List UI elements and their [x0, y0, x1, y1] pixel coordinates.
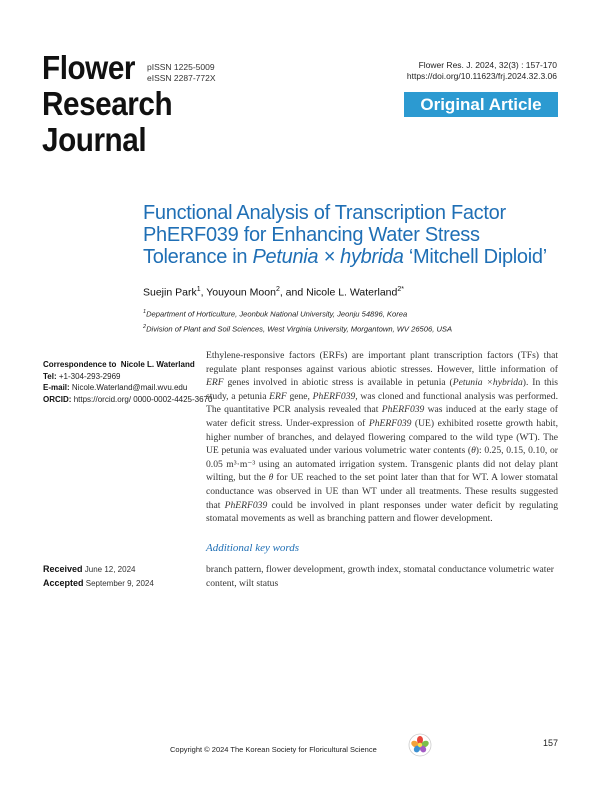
tel-line	[43, 371, 213, 383]
title-text: Tolerance in	[143, 246, 253, 268]
email-line	[43, 382, 213, 394]
doi-link[interactable]: https://doi.org/10.11623/frj.2024.32.3.06	[406, 71, 557, 81]
tel-value: +1-304-293-2969	[58, 371, 121, 381]
affiliation-text: Department of Horticulture, Jeonbuk National University, Jeonju 54896, Korea	[146, 309, 408, 319]
abstract-text: Ethylene-responsive factors (ERFs) are important plant transcription factors (TFs) that regulate plant responses against various abiotic stresses. However, little information of	[206, 350, 558, 375]
affiliations	[143, 306, 452, 335]
abstract	[206, 349, 558, 526]
correspondence-block	[43, 359, 213, 405]
abstract-text: gene,	[286, 390, 313, 402]
author-sep: , and	[279, 286, 307, 299]
affiliation-sup: 1	[143, 309, 147, 315]
email-label: E-mail:	[43, 383, 70, 392]
orcid-link[interactable]: https://orcid.org/ 0000-0002-4425-3670	[73, 394, 213, 404]
society-logo-icon	[408, 733, 432, 757]
gene-name: PhERF039	[224, 499, 268, 511]
accepted-label: Accepted	[43, 577, 84, 588]
species-name: Petunia ×hybrida	[452, 377, 523, 389]
received-line	[43, 563, 154, 577]
email-link[interactable]: Nicole.Waterland@mail.wvu.edu	[71, 383, 188, 392]
article-title	[143, 202, 573, 268]
abstract-text: ): 0.25, 0.15, 0.10, or 0.05 m³·m⁻³ using an automated irrigation system. Transgenic plants did not delay plant wilting, but the	[206, 445, 558, 484]
citation-block	[407, 60, 557, 82]
abstract-text: for UE reached to the set point later than that for WT. A lower stomatal conductance was observed in UE than WT under all treatments. These results suggested that	[206, 472, 558, 511]
affiliation-sup: 2	[143, 323, 147, 330]
received-label: Received	[43, 564, 83, 574]
gene-name: ERF	[206, 377, 224, 389]
citation-line: Flower Res. J. 2024, 32(3) : 157-170	[418, 60, 557, 70]
abstract-text: could be involved in plant responses under water deficit by regulating stomatal movements as well as branching pattern and flower development.	[206, 499, 558, 525]
author-sup: 2*	[397, 286, 404, 293]
author-sup: 2	[275, 286, 280, 293]
title-line: PhERF039 for Enhancing Water Stress	[143, 224, 480, 246]
correspondence-line	[43, 359, 213, 371]
species-name: Petunia × hybrida	[252, 246, 404, 268]
author-name: Suejin Park	[143, 286, 197, 299]
author-name: Youyoun Moon	[206, 286, 276, 299]
gene-name: ERF	[269, 390, 287, 402]
keywords-title: Additional key words	[206, 542, 300, 554]
title-line	[143, 246, 573, 268]
author-sep: ,	[200, 286, 207, 299]
journal-title-line: Flower	[42, 49, 136, 86]
journal-title-line: Journal	[42, 121, 147, 158]
abstract-text: ). In this study, a petunia	[206, 377, 559, 402]
correspondence-name: Nicole L. Waterland	[120, 360, 195, 369]
eissn: eISSN 2287-772X	[147, 73, 216, 83]
keywords-text: branch pattern, flower development, growth index, stomatal conductance volumetric water content, wilt status	[206, 564, 554, 589]
orcid-line	[43, 394, 213, 406]
article-type-banner: Original Article	[404, 92, 558, 117]
abstract-text: was induced at the early stage of water deficit stress. Under-expression of	[206, 404, 558, 429]
received-date: June 12, 2024	[84, 565, 136, 574]
theta-symbol: θ	[471, 445, 476, 457]
affiliation	[143, 306, 452, 321]
gene-name: PhERF039	[381, 404, 425, 416]
title-text: ‘Mitchell Diploid’	[403, 246, 547, 268]
pissn: pISSN 1225-5009	[147, 62, 215, 72]
abstract-text: (UE) exhibited rosette growth habit, higher number of branches, and delayed flowering compared to the wild type (WT). The UE petunia was evaluated under various volumetric water contents (	[206, 417, 558, 457]
accepted-date: September 9, 2024	[85, 578, 154, 588]
journal-title-line: Research	[42, 85, 173, 122]
abstract-text: , was cloned and functional analysis was performed. The quantitative PCR analysis revealed that	[206, 390, 558, 416]
accepted-line	[43, 577, 154, 591]
affiliation-text: Division of Plant and Soil Sciences, West Virginia University, Morgantown, WV 26506, USA	[146, 324, 453, 334]
orcid-label: ORCID:	[43, 394, 72, 404]
author-name: Nicole L. Waterland	[306, 286, 398, 299]
theta-symbol: θ	[268, 472, 274, 484]
issn-block	[147, 62, 216, 84]
tel-label: Tel:	[43, 371, 57, 381]
author-sup: 1	[196, 286, 201, 293]
gene-name: PhERF039	[368, 417, 412, 429]
abstract-text: genes involved in abiotic stress is available in petunia (	[223, 377, 453, 389]
page-number: 157	[542, 738, 558, 748]
copyright-footer: Copyright © 2024 The Korean Society for Floricultural Science	[170, 745, 377, 754]
affiliation	[143, 321, 452, 336]
correspondence-label: Correspondence to	[43, 360, 117, 369]
gene-name: PhERF039	[312, 390, 356, 402]
title-line: Functional Analysis of Transcription Factor	[143, 202, 506, 224]
dates-block	[43, 563, 154, 590]
author-list	[143, 286, 404, 299]
